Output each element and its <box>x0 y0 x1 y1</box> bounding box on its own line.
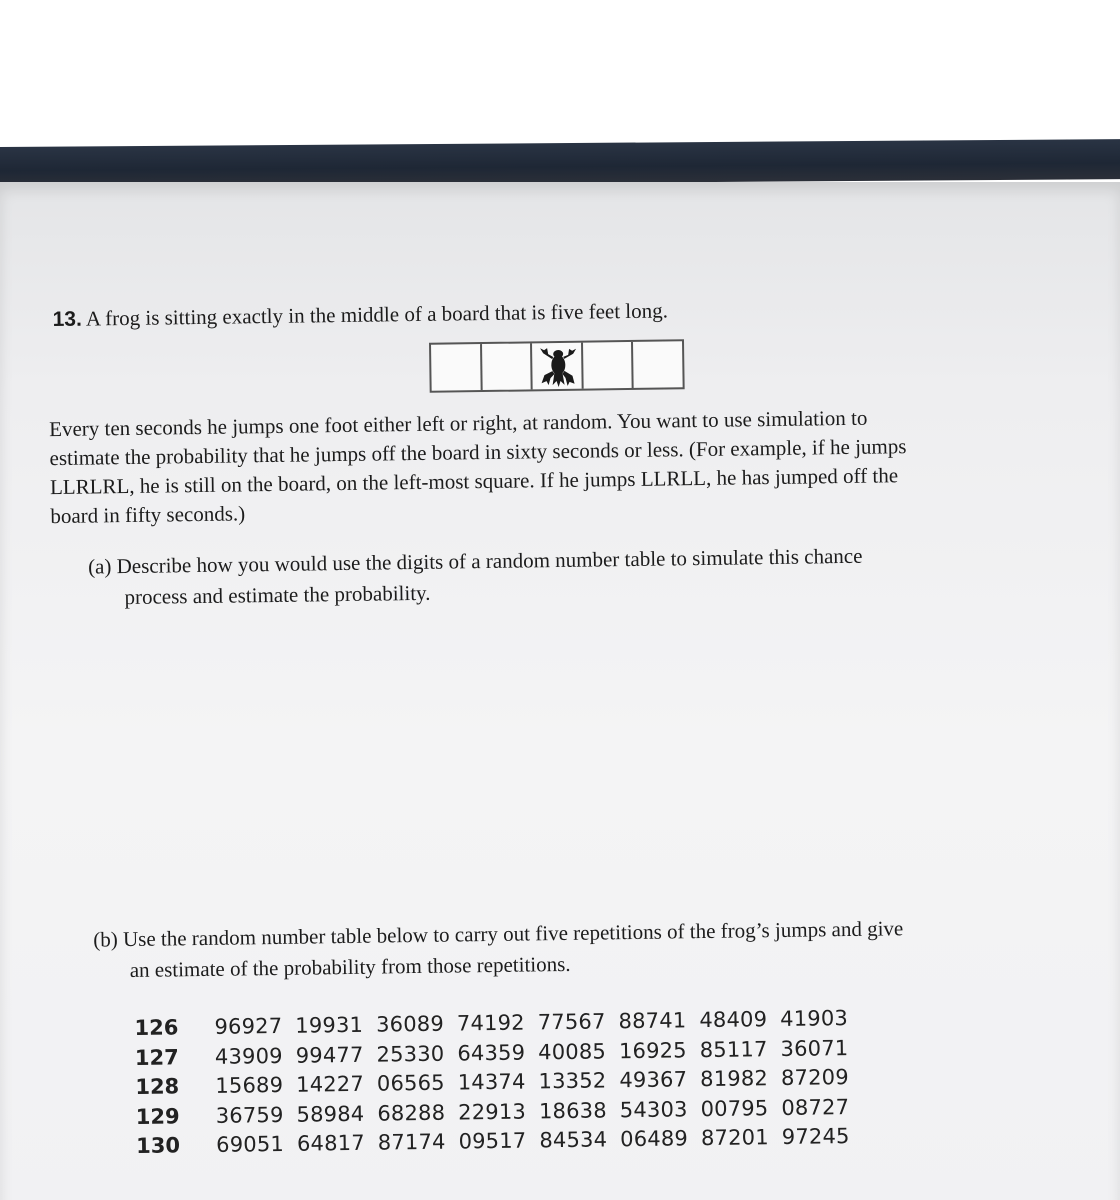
row-label: 130 <box>136 1133 181 1158</box>
problem-number: 13. <box>52 307 82 332</box>
frog-icon <box>538 345 579 390</box>
digit-group: 96927 <box>214 1013 283 1039</box>
random-number-table <box>134 1004 862 1162</box>
board-square-frog <box>532 343 583 390</box>
board-square <box>431 344 482 391</box>
digit-group: 77567 <box>537 1009 606 1035</box>
digit-group: 84534 <box>539 1127 608 1153</box>
digit-group: 87209 <box>780 1065 849 1090</box>
digit-group: 13352 <box>538 1068 607 1094</box>
digit-group: 36089 <box>375 1011 445 1037</box>
digit-group: 16925 <box>618 1037 687 1063</box>
digit-group: 64817 <box>296 1130 365 1156</box>
digit-group: 22913 <box>458 1099 527 1124</box>
digit-group: 14227 <box>295 1071 365 1097</box>
digit-group: 88741 <box>618 1008 687 1034</box>
digit-group: 87174 <box>377 1129 446 1155</box>
digit-group: 87201 <box>700 1125 769 1151</box>
part-b-line-1: (b) Use the random number table below to carry out five repetitions of the frog’s jumps and give <box>93 916 904 952</box>
digit-group: 49367 <box>619 1067 688 1093</box>
row-label: 129 <box>135 1103 180 1129</box>
part-b-question <box>93 913 904 986</box>
problem-paragraph <box>49 401 1061 531</box>
digit-group: 69051 <box>216 1131 285 1157</box>
digit-group: 97245 <box>781 1124 850 1149</box>
board-square <box>583 342 634 389</box>
row-label: 128 <box>135 1074 180 1099</box>
row-label: 127 <box>134 1044 179 1070</box>
digit-group: 81982 <box>700 1066 769 1092</box>
digit-group: 00795 <box>700 1095 769 1121</box>
digit-group: 25330 <box>376 1041 445 1067</box>
row-label: 126 <box>134 1015 179 1040</box>
part-a-question <box>88 541 863 614</box>
problem-intro: A frog is sitting exactly in the middle of a board that is five feet long. <box>85 298 669 331</box>
paragraph-line: LLRLRL, he is still on the board, on the left-most square. If he jumps LLRLL, he has jumped off the <box>49 463 899 500</box>
part-b-line-2: an estimate of the probability from those repetitions. <box>129 951 571 983</box>
digit-group: 54303 <box>619 1096 688 1122</box>
digit-group: 08727 <box>781 1094 850 1120</box>
digit-group: 18638 <box>538 1097 607 1123</box>
digit-group: 15689 <box>215 1072 284 1098</box>
paragraph-line: Every ten seconds he jumps one foot either left or right, at random. You want to use simulation to <box>49 405 868 442</box>
board-square <box>633 341 682 388</box>
problem-statement <box>52 298 668 332</box>
digit-group: 48409 <box>699 1007 768 1033</box>
digit-group: 64359 <box>457 1040 526 1065</box>
board-square <box>482 343 533 390</box>
paragraph-line: estimate the probability that he jumps off the board in sixty seconds or less. (For example, if he jumps <box>49 434 907 471</box>
part-a-line-2: process and estimate the probability. <box>124 580 431 610</box>
digit-group: 40085 <box>537 1038 607 1064</box>
digit-group: 14374 <box>457 1069 526 1095</box>
digit-group: 06565 <box>376 1070 445 1096</box>
digit-group: 99477 <box>295 1042 364 1068</box>
digit-group: 36071 <box>780 1035 849 1061</box>
digit-group: 85117 <box>699 1036 768 1062</box>
digit-group: 06489 <box>620 1126 689 1152</box>
digit-group: 41903 <box>779 1006 849 1031</box>
paragraph-line: board in fifty seconds.) <box>50 501 246 529</box>
frog-board <box>429 339 685 393</box>
digit-group: 19931 <box>295 1012 364 1038</box>
digit-group: 43909 <box>214 1043 283 1069</box>
digit-group: 74192 <box>456 1010 525 1036</box>
digit-group: 09517 <box>458 1128 527 1154</box>
digit-group: 58984 <box>296 1101 365 1127</box>
digit-group: 36759 <box>215 1102 284 1128</box>
digit-group: 68288 <box>377 1100 446 1126</box>
part-a-line-1: (a) Describe how you would use the digits of a random number table to simulate this chance <box>87 543 863 579</box>
